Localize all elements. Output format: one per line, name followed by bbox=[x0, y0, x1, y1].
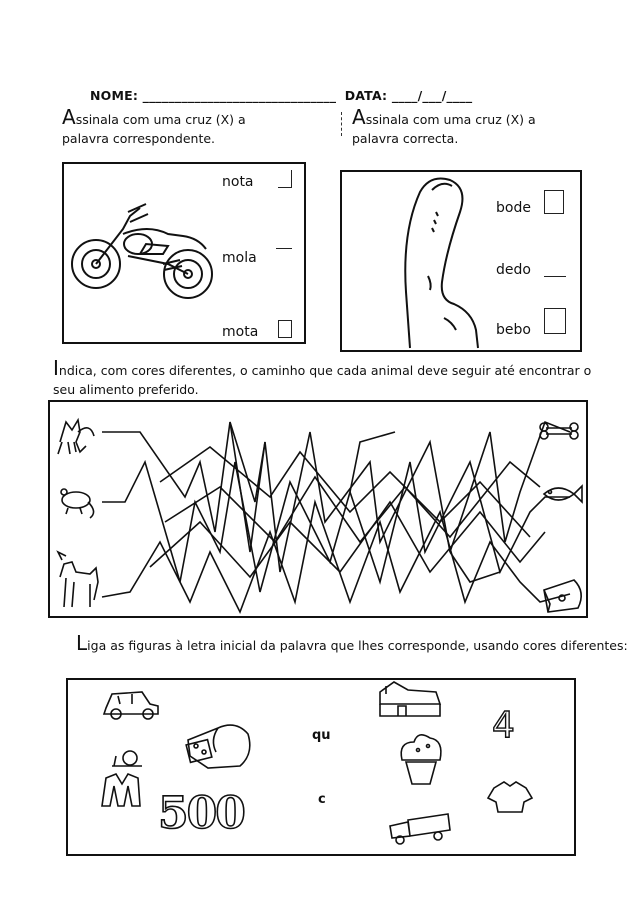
number-500[interactable]: 500 bbox=[158, 788, 244, 839]
motorcycle-icon bbox=[68, 194, 218, 304]
snail-icon[interactable] bbox=[112, 751, 142, 766]
exercise1-option-mota: mota bbox=[222, 324, 259, 340]
exercise1-option-mola: mola bbox=[222, 250, 257, 266]
exercise2-mark bbox=[341, 112, 344, 136]
exercise2-line2: palavra correcta. bbox=[352, 131, 459, 146]
exercise1-checkbox-nota[interactable] bbox=[278, 170, 292, 188]
exercise3-instructions bbox=[53, 356, 592, 399]
exercise4-line1: iga as figuras à letra inicial da palavra que lhes corresponde, usando cores diferentes: bbox=[87, 638, 628, 653]
nome-label: NOME: bbox=[90, 88, 139, 103]
car-icon[interactable] bbox=[104, 692, 158, 719]
cupcake-icon[interactable] bbox=[401, 735, 441, 784]
data-label: DATA: bbox=[344, 88, 388, 103]
exercise2-instructions bbox=[352, 105, 536, 148]
exercise2-line1: ssinala com uma cruz (X) a bbox=[365, 112, 536, 127]
house-icon[interactable] bbox=[380, 682, 440, 716]
letter-qu[interactable]: qu bbox=[312, 728, 331, 743]
digit-four[interactable]: 4 bbox=[492, 705, 515, 746]
bone-icon bbox=[540, 423, 578, 439]
exercise2-box bbox=[340, 170, 582, 352]
cheese-icon[interactable] bbox=[186, 725, 250, 768]
exercise3-line1: ndica, com cores diferentes, o caminho que cada animal deve seguir até encontrar o bbox=[58, 363, 592, 378]
exercise2-option-dedo: dedo bbox=[496, 262, 531, 278]
jacket-icon[interactable] bbox=[102, 774, 140, 806]
exercise2-checkbox-bode[interactable] bbox=[544, 190, 564, 214]
cat-icon bbox=[58, 420, 94, 454]
exercise1-first-letter: A bbox=[62, 105, 76, 129]
exercise2-checkbox-dedo[interactable] bbox=[544, 272, 566, 277]
exercise1-checkbox-mota[interactable] bbox=[278, 320, 292, 338]
exercise4-box bbox=[66, 678, 576, 856]
maze-box bbox=[48, 400, 588, 618]
letter-c[interactable]: c bbox=[318, 792, 326, 807]
exercise1-checkbox-mola[interactable] bbox=[276, 248, 292, 249]
truck-icon[interactable] bbox=[390, 814, 450, 844]
exercise3-line2: seu alimento preferido. bbox=[53, 382, 199, 397]
exercise4-first-letter: L bbox=[76, 631, 88, 655]
exercise1-line1: ssinala com uma cruz (X) a bbox=[75, 112, 246, 127]
data-line[interactable]: ____/___/____ bbox=[391, 88, 473, 103]
maze-lines[interactable] bbox=[50, 402, 586, 616]
nome-line[interactable]: ______________________________ bbox=[142, 88, 337, 103]
exercise2-option-bode: bode bbox=[496, 200, 531, 216]
exercise2-first-letter: A bbox=[352, 105, 366, 129]
finger-icon bbox=[372, 172, 482, 348]
exercise2-option-bebo: bebo bbox=[496, 322, 531, 338]
dog-icon bbox=[58, 552, 98, 607]
exercise1-box bbox=[62, 162, 306, 344]
exercise3-first-letter: I bbox=[53, 356, 59, 380]
exercise1-instructions bbox=[62, 105, 246, 148]
mouse-icon bbox=[61, 489, 94, 518]
shirt-icon[interactable] bbox=[488, 782, 532, 812]
worksheet-header bbox=[90, 88, 472, 103]
exercise4-instructions bbox=[76, 631, 628, 655]
fish-icon bbox=[544, 486, 582, 502]
exercise2-checkbox-bebo[interactable] bbox=[544, 308, 566, 334]
exercise1-option-nota: nota bbox=[222, 174, 254, 190]
exercise1-line2: palavra correspondente. bbox=[62, 131, 216, 146]
